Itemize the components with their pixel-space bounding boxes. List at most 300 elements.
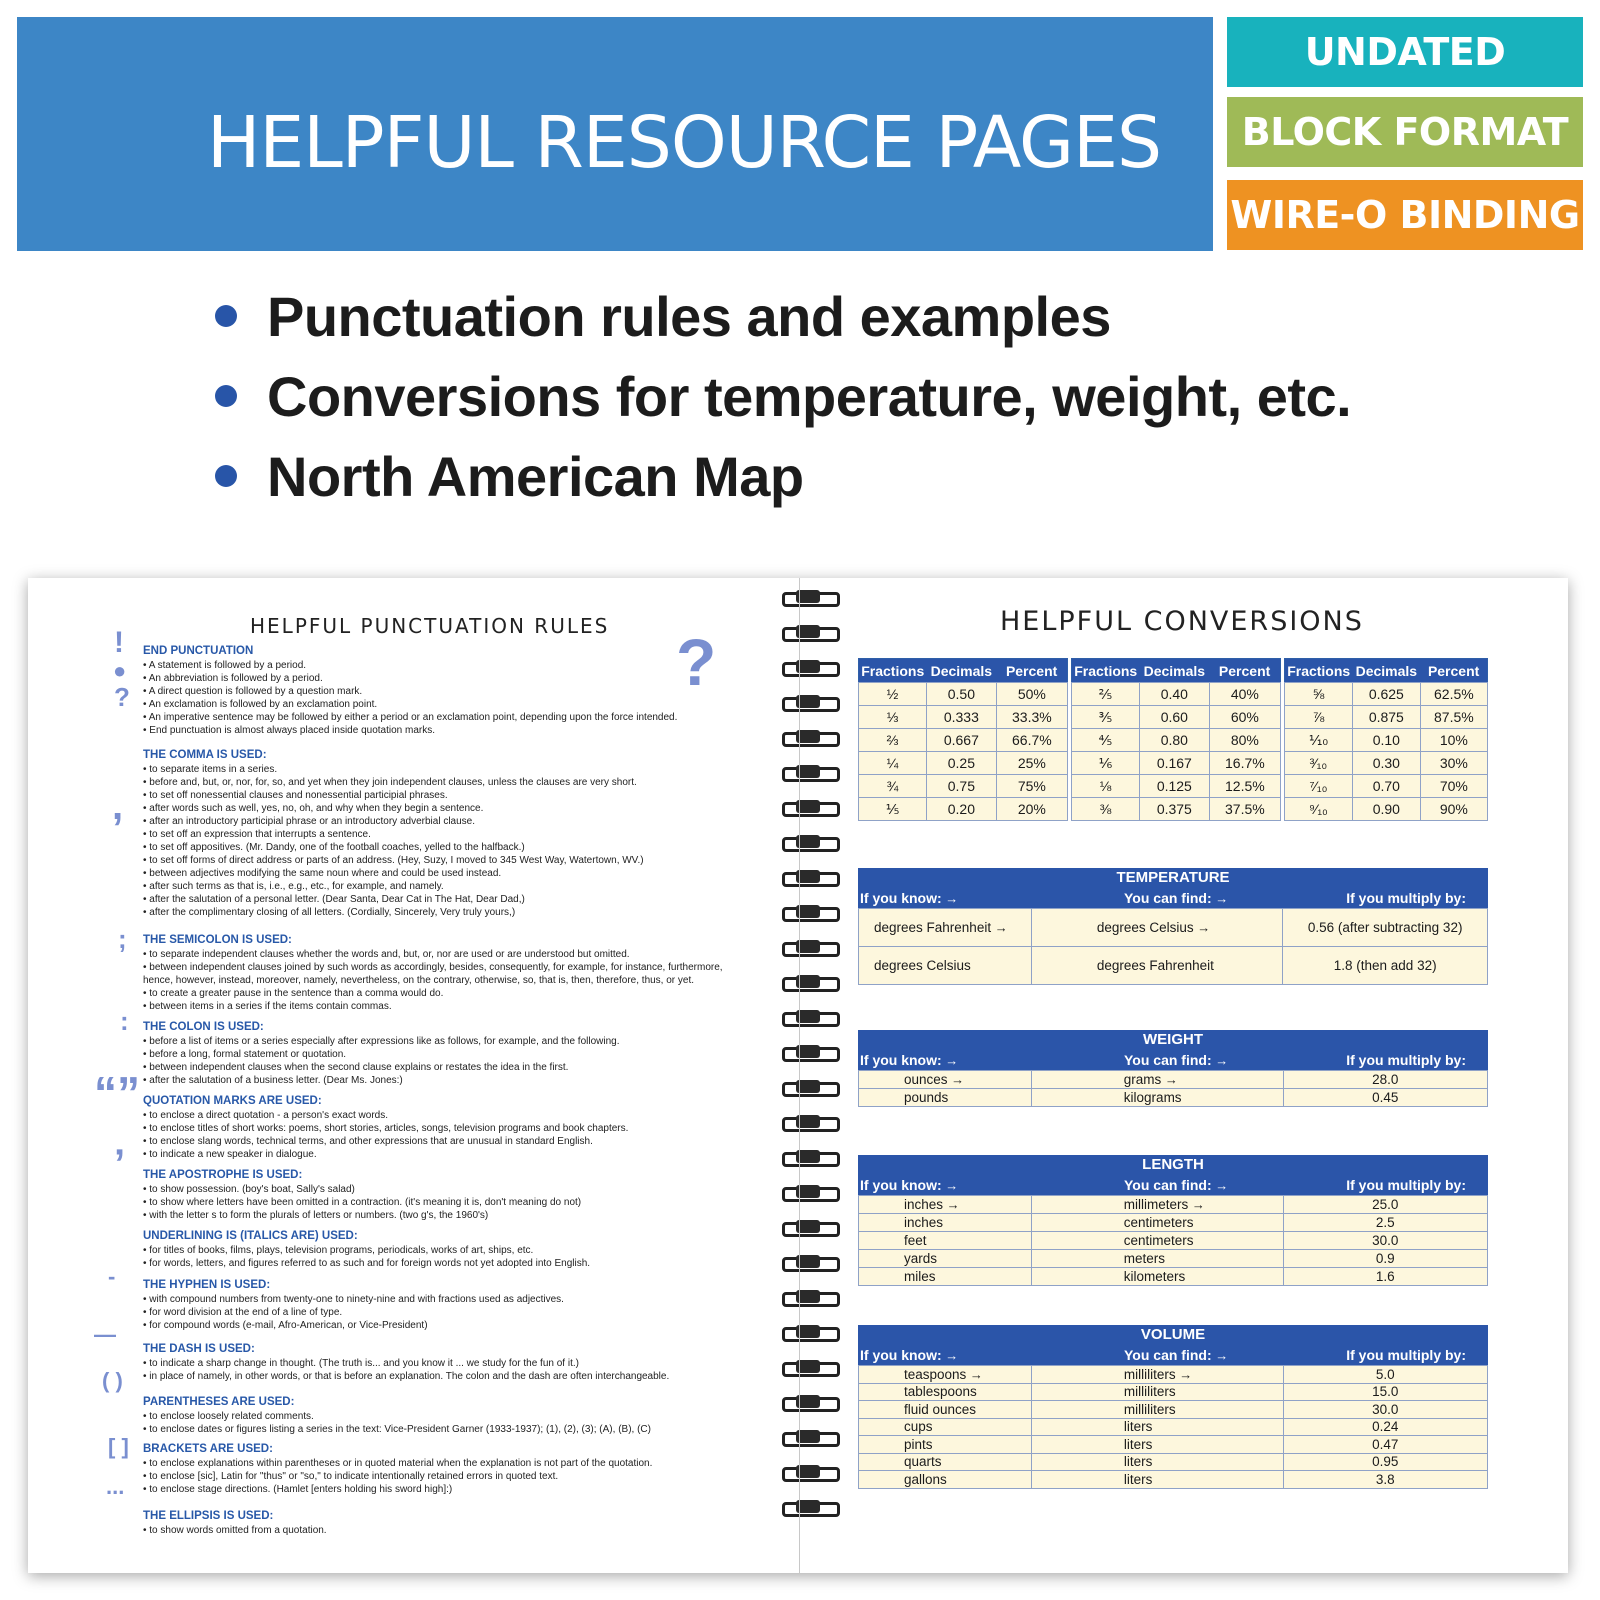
fractions-cell: 0.333 [926,706,996,729]
rule-item: • An abbreviation is followed by a period. [143,673,323,684]
conversion-cell [1031,1366,1283,1384]
conversion-cell [1031,909,1283,947]
fractions-cell: 50% [996,683,1067,706]
fractions-cell: 0.30 [1352,752,1420,775]
fractions-row [1071,706,1280,729]
fractions-cell: 0.20 [926,798,996,821]
rule-item: • after the complimentary closing of all letters. (Cordially, Sincerely, Very truly yours,) [143,907,516,918]
cell-text: degrees Fahrenheit [1096,958,1214,973]
rule-item: • between independent clauses when the second clause explains or restates the idea in the first. [143,1062,569,1073]
arrow-icon: → [1188,1197,1205,1212]
column-header: Fractions [1071,659,1139,683]
conversion-cell [859,1436,1032,1454]
conversion-cell [1031,1232,1283,1250]
cell-text: 15.0 [1372,1384,1399,1400]
cell-text: tablespoons [904,1384,977,1400]
conversion-cell [859,1383,1032,1401]
rule-item: • to set off forms of direct address or parts of an address. (Hey, Suzy, I moved to 345 West Way, Watertown, WV.) [143,855,644,866]
rule-section [143,748,644,919]
fractions-cell: 12.5% [1209,775,1280,798]
find-label: You can find: [1124,890,1212,906]
cell-text: 2.5 [1375,1215,1395,1230]
rule-heading: QUOTATION MARKS ARE USED: [143,1095,322,1107]
find-header [1124,1052,1228,1068]
rule-item: • to separate independent clauses whether the words and, but, or, nor are used or are understood but omitted. [143,949,630,960]
fractions-cell: ⅙ [1071,752,1139,775]
fractions-row [1071,798,1280,821]
fractions-row [1071,775,1280,798]
conversion-cell [859,1250,1032,1268]
cell-text: meters [1123,1251,1166,1266]
cell-text: milliliters [1123,1366,1176,1382]
cell-text: inches [904,1197,944,1212]
cell-text: quarts [904,1454,942,1470]
conversion-row [859,1268,1488,1286]
rule-item: hence, however, instead, moreover, namely, nevertheless, on the contrary, otherwise, so, that is, then, therefore, thus, or yet. [143,975,695,986]
conversion-cell [859,1071,1032,1089]
arrow-icon: → [991,920,1008,935]
fractions-cell: 0.625 [1352,683,1420,706]
arrow-icon: → [1211,891,1229,906]
column-header: Percent [1420,659,1487,683]
fractions-cell: 66.7% [996,729,1067,752]
conversion-cell [1283,1436,1487,1454]
conversion-cell [1031,1214,1283,1232]
conversion-block [858,1030,1488,1107]
bullet-icon [215,465,237,487]
fractions-cell: 0.75 [926,775,996,798]
conversion-table [858,1195,1488,1286]
conversion-row [859,1401,1488,1419]
rule-heading: UNDERLINING IS (ITALICS ARE) USED: [143,1230,358,1242]
fractions-cell: ³⁄₁₀ [1284,752,1352,775]
fractions-row [1071,683,1280,706]
apostrophe-icon: ’ [114,1142,126,1186]
fractions-cell: ⅓ [859,706,927,729]
question-icon: ? [114,682,130,712]
fractions-table [858,658,1068,821]
cell-text: ounces [904,1072,948,1087]
conversion-cell [1031,1250,1283,1268]
rule-section [143,1509,327,1537]
comma-icon: , [112,784,124,828]
fractions-cell: 60% [1209,706,1280,729]
conversion-row [859,1471,1488,1489]
conversion-cell [1031,947,1283,985]
rule-section [143,1168,581,1222]
fractions-cell: ½ [859,683,927,706]
rule-item: • after an introductory participial phrase or an introductory adverbial clause. [143,816,476,827]
cell-text: teaspoons [904,1366,967,1382]
fractions-row [859,775,1068,798]
planner-spread [28,578,1568,1573]
cell-text: fluid ounces [904,1401,977,1417]
rule-section [143,1395,651,1436]
conversion-row [859,1196,1488,1214]
conversion-cell [859,1232,1032,1250]
fractions-cell: 25% [996,752,1067,775]
rule-section [143,1442,652,1496]
column-header: Decimals [1139,659,1209,683]
conversion-table [858,1070,1488,1107]
fractions-row [859,706,1068,729]
rule-item: • A direct question is followed by a question mark. [143,686,363,697]
know-label: If you know: [860,1177,942,1193]
cell-text: milliliters [1123,1384,1176,1400]
rule-section [143,933,723,1013]
fractions-cell: 62.5% [1420,683,1487,706]
column-header: Decimals [926,659,996,683]
know-header [860,1177,958,1193]
conversion-cell [859,909,1032,947]
cell-text: kilograms [1123,1090,1182,1105]
conversion-row [859,909,1488,947]
cell-text: yards [904,1251,938,1266]
arrow-icon: → [941,1178,959,1193]
conversion-row [859,1071,1488,1089]
rule-item: • for word division at the end of a line of type. [143,1307,343,1318]
fractions-row [1284,752,1487,775]
rule-heading: THE ELLIPSIS IS USED: [143,1510,274,1522]
conversion-title: VOLUME [1140,1326,1206,1343]
fractions-cell: 0.25 [926,752,996,775]
conversion-block [858,868,1488,985]
rule-item: • An exclamation is followed by an exclamation point. [143,699,378,710]
fractions-cell: ⅝ [1284,683,1352,706]
fractions-cell: ⅛ [1071,775,1139,798]
know-label: If you know: [860,890,942,906]
exclamation-icon: ! [114,626,124,659]
multiply-header: If you multiply by: [1346,1052,1466,1068]
cell-text: gallons [904,1471,947,1487]
conversion-block [858,1325,1488,1489]
conversion-cell [1283,1453,1487,1471]
column-header: Percent [996,659,1067,683]
conversion-cell [859,1196,1032,1214]
rule-section [143,1229,590,1270]
conversion-cell [859,947,1032,985]
arrow-icon: → [941,891,959,906]
fractions-cell: 80% [1209,729,1280,752]
rule-item: • to show possession. (boy's boat, Sally's salad) [143,1184,355,1195]
conversion-cell [1031,1196,1283,1214]
rule-item: • before and, but, or, nor, for, so, and yet when they join independent clauses, unless the clauses are very short. [143,777,637,788]
fractions-cell: ⅕ [859,798,927,821]
rule-item: • to enclose explanations within parentheses or in quoted material when the explanation is not part of the quotation. [143,1458,653,1469]
cell-text: grams [1123,1072,1162,1087]
conversion-cell [1283,1071,1488,1089]
cell-text: centimeters [1123,1233,1194,1248]
conversion-cell [1031,1089,1283,1107]
cell-text: pounds [904,1090,949,1105]
fractions-cell: 0.90 [1352,798,1420,821]
rule-item: • for titles of books, films, plays, television programs, periodicals, works of art, ships, etc. [143,1245,534,1256]
fractions-row [1071,752,1280,775]
conversion-cell [1031,1383,1283,1401]
cell-text: liters [1123,1419,1153,1435]
rule-item: • to set off nonessential clauses and nonessential participial phrases. [143,790,448,801]
conversion-title: WEIGHT [1143,1031,1203,1048]
conversion-row [859,1232,1488,1250]
fractions-cell: 0.50 [926,683,996,706]
cell-text: 0.95 [1372,1454,1399,1470]
cell-text: 0.45 [1372,1090,1399,1105]
cell-text: degrees Fahrenheit [874,920,992,935]
rule-item: • before a list of items or a series especially after expressions like as follows, for example, and the following. [143,1036,620,1047]
conversion-cell [1031,1268,1283,1286]
fractions-cell: ⅒ [1284,729,1352,752]
fractions-cell: 0.10 [1352,729,1420,752]
fractions-table [1284,658,1488,821]
fractions-cell: 10% [1420,729,1487,752]
cell-text: 0.47 [1372,1436,1399,1452]
fractions-cell: ⅞ [1284,706,1352,729]
fractions-cell: 40% [1209,683,1280,706]
cell-text: 25.0 [1372,1197,1399,1212]
cell-text: liters [1123,1436,1153,1452]
fractions-cell: 0.167 [1139,752,1209,775]
feature-item: North American Map [215,436,1351,516]
conversion-title: LENGTH [1142,1156,1204,1173]
rule-item: • in place of namely, in other words, or that is before an explanation. The colon and the dash are often interchangeable. [143,1371,670,1382]
fractions-row [1284,798,1487,821]
conversion-cell [859,1471,1032,1489]
conversion-row [859,1418,1488,1436]
multiply-header: If you multiply by: [1346,1347,1466,1363]
cell-text: liters [1123,1471,1153,1487]
parentheses-icon: ( ) [102,1368,123,1393]
fractions-cell: ⅔ [859,729,927,752]
rule-heading: THE APOSTROPHE IS USED: [143,1169,303,1181]
fractions-row [1071,729,1280,752]
feature-item: Conversions for temperature, weight, etc. [215,356,1351,436]
conversion-header [858,868,1488,908]
cell-text: 3.8 [1375,1471,1395,1487]
cell-text: 0.24 [1372,1419,1399,1435]
rule-heading: THE SEMICOLON IS USED: [143,934,292,946]
fractions-cell: ⅗ [1071,706,1139,729]
fractions-row [1284,683,1487,706]
arrow-icon: → [941,1053,959,1068]
column-header: Decimals [1352,659,1420,683]
tag-block-format: BLOCK FORMAT [1227,97,1583,167]
rule-item: • for compound words (e-mail, Afro-American, or Vice-President) [143,1320,428,1331]
bullet-icon [215,305,237,327]
conversion-cell [1283,1418,1487,1436]
fractions-cell: 0.40 [1139,683,1209,706]
fractions-cell: 0.667 [926,729,996,752]
tag-undated: UNDATED [1227,17,1583,87]
fractions-cell: ¾ [859,775,927,798]
rule-item: • End punctuation is almost always placed inside quotation marks. [143,725,435,736]
multiply-header: If you multiply by: [1346,1177,1466,1193]
fractions-cell: 75% [996,775,1067,798]
conversion-cell [1031,1071,1283,1089]
arrow-icon: → [1211,1348,1229,1363]
rule-section [143,1020,620,1087]
rule-item: • with compound numbers from twenty-one to ninety-nine and with fractions used as adjectives. [143,1294,564,1305]
rule-section [143,1278,564,1332]
rule-section [143,644,677,737]
tag-wire-o-binding: WIRE-O BINDING [1227,180,1583,250]
fractions-cell: 0.60 [1139,706,1209,729]
rule-item: • to enclose loosely related comments. [143,1411,314,1422]
rule-heading: THE HYPHEN IS USED: [143,1279,271,1291]
rule-item: • with the letter s to form the plurals of letters or numbers. (two g's, the 1960's) [143,1210,489,1221]
cell-text: 5.0 [1375,1366,1395,1382]
conversion-cell [1283,1089,1488,1107]
semicolon-icon: ; [118,924,127,954]
find-label: You can find: [1124,1177,1212,1193]
fractions-cell: 0.875 [1352,706,1420,729]
rule-item: • to set off appositives. (Mr. Dandy, one of the football coaches, yelled to the halfback.) [143,842,525,853]
hyphen-icon: - [108,1264,116,1289]
column-header: Fractions [859,659,927,683]
conversion-row [859,1089,1488,1107]
fractions-cell: ⅘ [1071,729,1139,752]
conversion-row [859,1453,1488,1471]
rule-item: • before a long, formal statement or quotation. [143,1049,347,1060]
rule-item: • to show words omitted from a quotation. [143,1525,327,1536]
conversion-cell [1031,1436,1283,1454]
conversion-row [859,1383,1488,1401]
colon-icon: : [120,1006,129,1036]
conversion-cell [859,1268,1032,1286]
arrow-icon: → [1193,920,1211,935]
punctuation-page [28,578,800,1573]
fractions-cell: 0.80 [1139,729,1209,752]
conversion-cell [859,1366,1032,1384]
ellipsis-icon: ... [106,1474,125,1499]
fractions-cell: 70% [1420,775,1487,798]
rule-item: • to show where letters have been omitted in a contraction. (it's meaning it is, don't meaning do not) [143,1197,582,1208]
rule-item: • to indicate a new speaker in dialogue. [143,1149,317,1160]
conversion-cell [1283,1401,1487,1419]
rule-item: • to enclose [sic], Latin for "thus" or "so," to indicate intentionally retained errors in quoted text. [143,1471,559,1482]
conversion-row [859,1366,1488,1384]
know-header [860,890,958,906]
conversion-cell [1283,1196,1487,1214]
fractions-row [859,752,1068,775]
know-header [860,1347,958,1363]
conversion-row [859,1250,1488,1268]
rule-item: • to enclose a direct quotation - a person's exact words. [143,1110,388,1121]
fractions-cell: 37.5% [1209,798,1280,821]
conversion-cell [859,1418,1032,1436]
column-header: Fractions [1284,659,1352,683]
rule-item: • for words, letters, and figures referred to as such and for foreign words not yet adopted into English. [143,1258,591,1269]
conversion-row [859,1214,1488,1232]
find-label: You can find: [1124,1347,1212,1363]
feature-list [215,276,1351,516]
conversion-cell [1283,1214,1487,1232]
fractions-row [1284,706,1487,729]
arrow-icon: → [966,1366,983,1382]
arrow-icon: → [943,1197,960,1212]
fractions-row [859,798,1068,821]
column-header: Percent [1209,659,1280,683]
rule-item: • between independent clauses joined by such words as accordingly, besides, consequently, for example, for instance, furthermore, [143,962,723,973]
conversion-table [858,908,1488,985]
rule-item: • to enclose slang words, technical terms, and other expressions that are unusual in standard English. [143,1136,593,1147]
arrow-icon: → [1175,1366,1193,1382]
fractions-row [859,683,1068,706]
rule-item: • A statement is followed by a period. [143,660,307,671]
fractions-cell: ⅖ [1071,683,1139,706]
fractions-cell: 33.3% [996,706,1067,729]
rule-item: • to enclose dates or figures listing a series in the text: Vice-President Garner (1933-1937); (1), (2), (3); (A), (B), (C) [143,1424,651,1435]
cell-text: milliliters [1123,1401,1176,1417]
feature-item: Punctuation rules and examples [215,276,1351,356]
conversion-header [858,1155,1488,1195]
bullet-icon [215,385,237,407]
cell-text: cups [904,1419,933,1435]
rule-heading: THE DASH IS USED: [143,1343,255,1355]
arrow-icon: → [1211,1178,1229,1193]
cell-text: degrees Celsius [1096,920,1194,935]
rule-heading: THE COLON IS USED: [143,1021,264,1033]
conversion-cell [1031,1418,1283,1436]
rule-heading: BRACKETS ARE USED: [143,1443,273,1455]
cell-text: degrees Celsius [874,958,971,973]
conversion-cell [1283,947,1488,985]
fractions-cell: 0.375 [1139,798,1209,821]
know-header [860,1052,958,1068]
fractions-cell: 87.5% [1420,706,1487,729]
rule-heading: END PUNCTUATION [143,645,254,657]
cell-text: 30.0 [1372,1233,1399,1248]
rule-item: • after the salutation of a business letter. (Dear Ms. Jones:) [143,1075,403,1086]
fractions-cell: 0.125 [1139,775,1209,798]
rule-item: • between adjectives modifying the same noun where and could be used instead. [143,868,502,879]
know-label: If you know: [860,1347,942,1363]
rule-item: • after the salutation of a personal letter. (Dear Santa, Dear Cat in The Hat, Dear Dad,) [143,894,525,905]
conversion-row [859,947,1488,985]
conversion-cell [1283,1250,1487,1268]
conversion-cell [859,1089,1032,1107]
conversion-row [859,1436,1488,1454]
rule-item: • after words such as well, yes, no, oh, and why when they begin a sentence. [143,803,484,814]
cell-text: miles [904,1269,936,1284]
fractions-cell: ⁹⁄₁₀ [1284,798,1352,821]
rule-heading: THE COMMA IS USED: [143,749,267,761]
cell-text: feet [904,1233,927,1248]
conversion-cell [1283,909,1488,947]
rule-item: • to enclose stage directions. (Hamlet [enters holding his sword high]:) [143,1484,453,1495]
fractions-tables [858,658,1488,821]
conversion-cell [1031,1453,1283,1471]
cell-text: 28.0 [1372,1072,1399,1087]
fractions-cell: 30% [1420,752,1487,775]
rule-heading: PARENTHESES ARE USED: [143,1396,295,1408]
brackets-icon: [ ] [108,1434,129,1459]
conversion-cell [859,1401,1032,1419]
banner-title: HELPFUL RESOURCE PAGES [207,101,1162,184]
cell-text: 30.0 [1372,1401,1399,1417]
fractions-cell: ⅜ [1071,798,1139,821]
period-icon: ● [113,658,127,683]
arrow-icon: → [941,1348,959,1363]
rule-item: • An imperative sentence may be followed by either a period or an exclamation point, depending upon the force intended. [143,712,678,723]
rule-item: • after such terms as that is, i.e., e.g., etc., for example, and namely. [143,881,444,892]
multiply-header: If you multiply by: [1346,890,1466,906]
punctuation-title: HELPFUL PUNCTUATION RULES [250,614,610,638]
conversion-header [858,1325,1488,1365]
find-label: You can find: [1124,1052,1212,1068]
fractions-cell: 0.70 [1352,775,1420,798]
conversion-header [858,1030,1488,1070]
mascot-question-icon: ? [676,625,717,699]
